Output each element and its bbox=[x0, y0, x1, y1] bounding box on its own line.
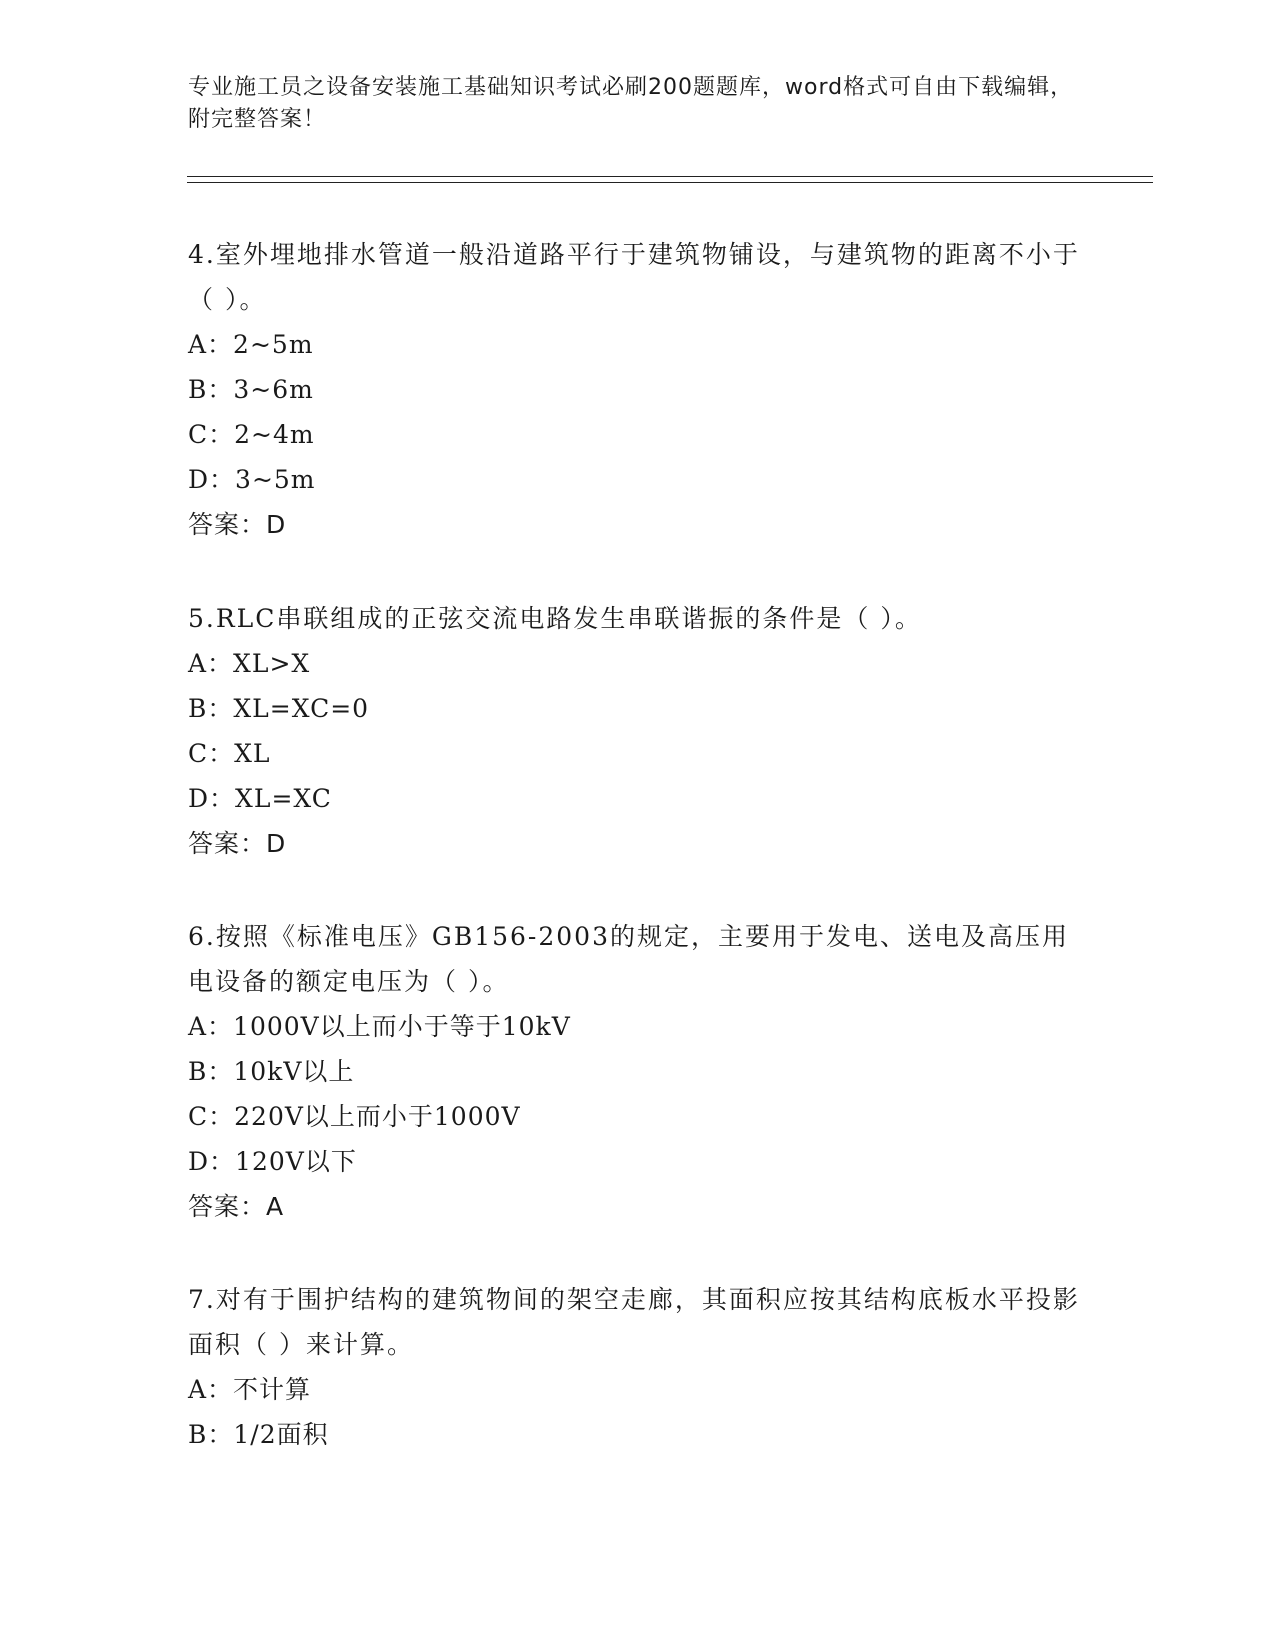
header-divider-bottom bbox=[187, 182, 1153, 183]
answer: 答案：D bbox=[188, 510, 287, 539]
question-text: 6.按照《标准电压》GB156-2003的规定，主要用于发电、送电及高压用电设备的额定电压为（ ）。 bbox=[188, 922, 1069, 996]
option-c: C：220V以上而小于1000V bbox=[188, 1102, 521, 1131]
option-b: B：10kV以上 bbox=[188, 1057, 355, 1086]
option-d: D：120V以下 bbox=[188, 1147, 357, 1176]
question-text: 4.室外埋地排水管道一般沿道路平行于建筑物铺设，与建筑物的距离不小于（ ）。 bbox=[188, 240, 1080, 314]
answer: 答案：A bbox=[188, 1192, 285, 1221]
option-a: A：1000V以上而小于等于10kV bbox=[188, 1012, 571, 1041]
answer: 答案：D bbox=[188, 829, 287, 858]
question-4 bbox=[188, 232, 1088, 547]
option-b: B：1/2面积 bbox=[188, 1420, 329, 1449]
question-6 bbox=[188, 914, 1088, 1229]
question-5 bbox=[188, 596, 1088, 866]
option-d: D：XL=XC bbox=[188, 784, 332, 813]
option-b: B：XL=XC=0 bbox=[188, 694, 370, 723]
option-b: B：3~6m bbox=[188, 375, 314, 404]
question-text: 5.RLC串联组成的正弦交流电路发生串联谐振的条件是（ ）。 bbox=[188, 604, 922, 633]
header-divider-top bbox=[187, 176, 1153, 177]
question-7 bbox=[188, 1277, 1088, 1457]
option-a: A：2~5m bbox=[188, 330, 314, 359]
question-text: 7.对有于围护结构的建筑物间的架空走廊，其面积应按其结构底板水平投影面积（ ）来计算。 bbox=[188, 1285, 1080, 1359]
option-c: C：XL bbox=[188, 739, 271, 768]
option-a: A：XL>X bbox=[188, 649, 311, 678]
option-c: C：2~4m bbox=[188, 420, 315, 449]
page-header: 专业施工员之设备安装施工基础知识考试必刷200题题库，word格式可自由下载编辑，附完整答案！ bbox=[188, 75, 1074, 132]
option-d: D：3~5m bbox=[188, 465, 316, 494]
option-a: A：不计算 bbox=[188, 1375, 312, 1404]
